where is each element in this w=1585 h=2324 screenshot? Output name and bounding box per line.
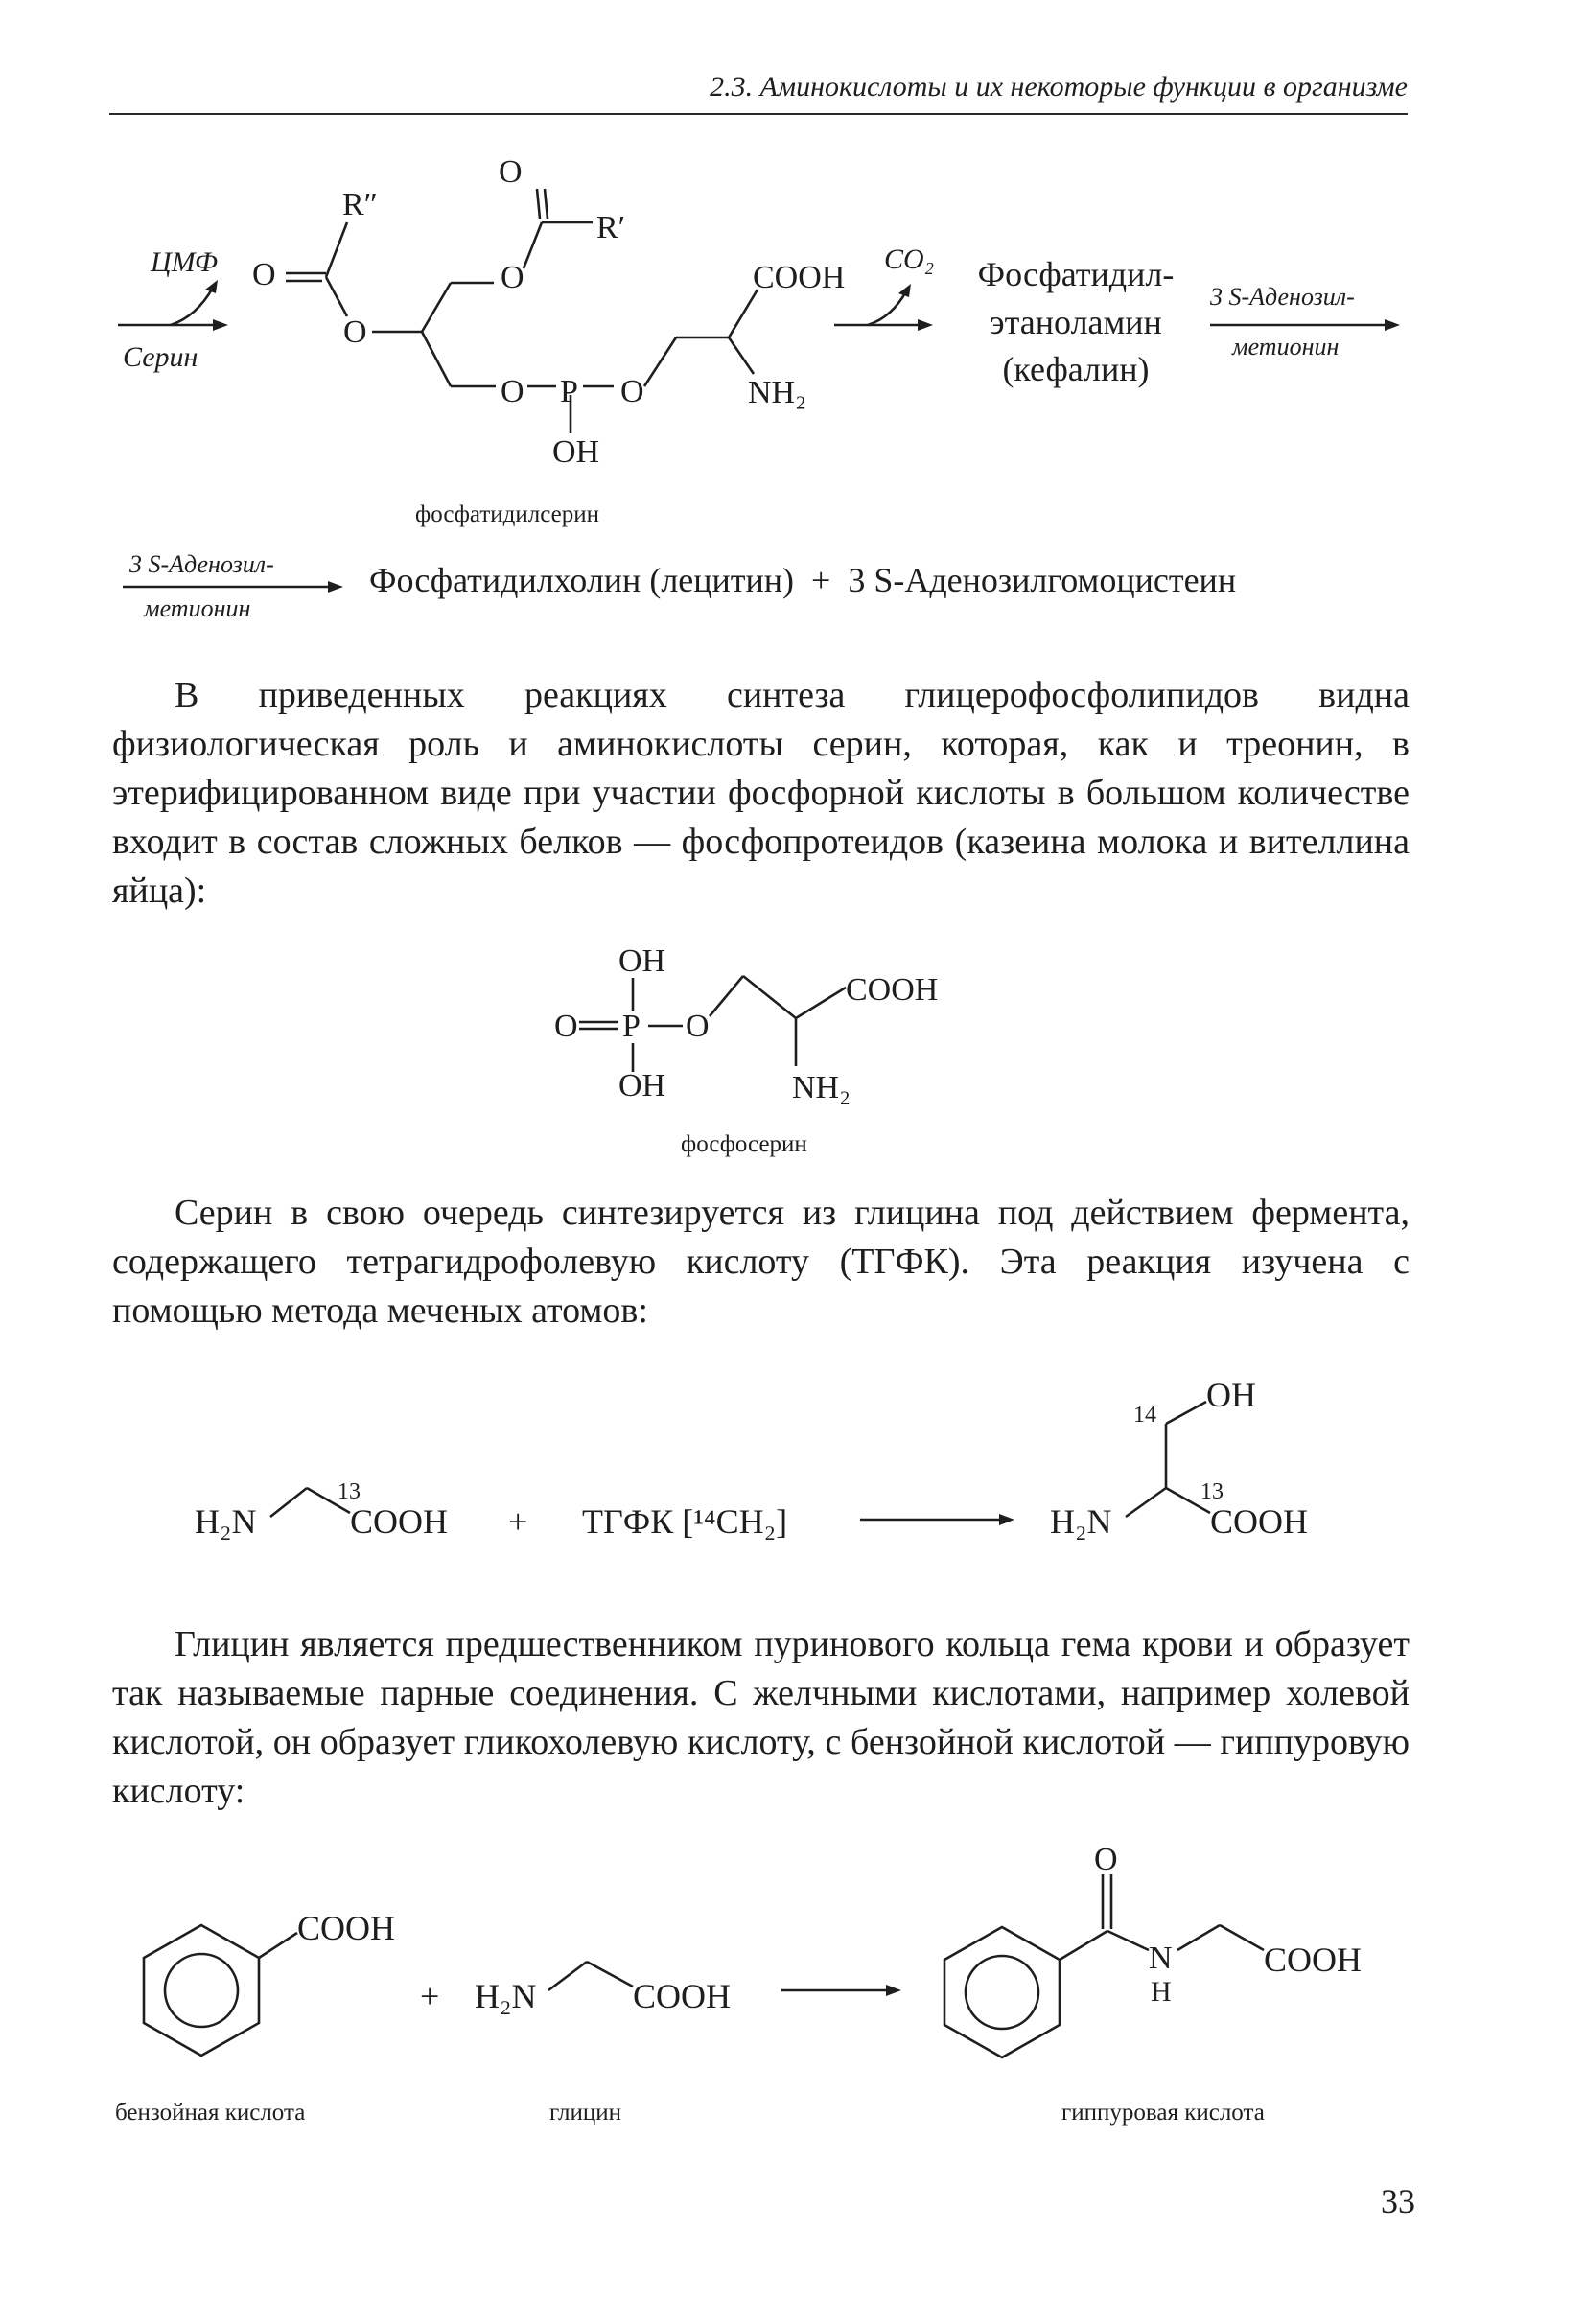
r-prime: R′ xyxy=(596,210,626,245)
phosphoserine-cooh: COOH xyxy=(846,972,939,1008)
hippuric-cooh: COOH xyxy=(1264,1941,1363,1979)
serine-cooh: COOH xyxy=(753,260,846,295)
amide-o: O xyxy=(1094,1842,1118,1877)
plus-sign-1: + xyxy=(508,1502,528,1541)
glycine2-h2n: H₂N xyxy=(475,1977,537,2015)
paragraph-3: Глицин является предшественником пуринового кольца гема крови и образует так называемые парные соединения. С желчными кислотами, например холевой кислотой, он образует гликохолевую кислоту, с бензойной кислотой — гиппуровую кислоту: xyxy=(112,1624,1410,1811)
ester-o-1: O xyxy=(501,260,524,295)
ester-o-2: O xyxy=(343,314,367,350)
plus-sign-2: + xyxy=(420,1977,440,2015)
cmp-label: ЦМФ xyxy=(151,246,219,278)
glycine2-cooh: COOH xyxy=(633,1977,732,2015)
thf-reagent: ТГФК [¹⁴CH₂] xyxy=(582,1502,788,1541)
serine-cooh: COOH xyxy=(1210,1502,1309,1541)
lecithin-equation: Фосфатидилхолин (лецитин) + 3 S-Аденозилгомоцистеин xyxy=(369,561,1237,599)
kephalin-line-2: этаноламин xyxy=(990,303,1162,341)
glycine-cooh: COOH xyxy=(350,1502,449,1541)
r-double-prime: R″ xyxy=(342,187,378,222)
serine-h2n: H₂N xyxy=(1050,1502,1112,1541)
phosphatidylserine-caption: фосфатидилсерин xyxy=(415,501,600,527)
phosphate-o-2: O xyxy=(620,374,644,409)
phosphoserine-caption: фосфосерин xyxy=(681,1131,807,1157)
paragraph-2: Серин в свою очередь синтезируется из глицина под действием фермента, содержащего тетрагидрофолевую кислоту (ТГФК). Эта реакция изучена с помощью метода меченых атомов: xyxy=(112,1193,1410,1331)
header-title: 2.3. Аминокислоты и их некоторые функции в организме xyxy=(710,71,1408,103)
phosphate-oh: OH xyxy=(552,434,600,470)
benzoic-cooh: COOH xyxy=(297,1909,396,1947)
kephalin-line-1: Фосфатидил- xyxy=(977,255,1175,293)
carbonyl-o-left: O xyxy=(252,257,276,292)
phosphorus: P xyxy=(560,374,578,409)
phosphoserine-oh-top: OH xyxy=(618,943,666,979)
kephalin-line-3: (кефалин) xyxy=(1002,350,1150,388)
caption-glycine: глицин xyxy=(549,2100,621,2126)
phosphoserine-o-ester: O xyxy=(686,1009,710,1044)
page-number: 33 xyxy=(1381,2182,1415,2220)
phosphoserine-o-double: O xyxy=(554,1009,578,1044)
glycine-label-13: 13 xyxy=(338,1479,361,1504)
sam-label-top: 3 S-Аденозил- xyxy=(1210,283,1355,311)
benzene-ring-hippuric xyxy=(944,1927,1060,2057)
amide-h: H xyxy=(1151,1976,1172,2008)
phosphate-o-1: O xyxy=(501,374,524,409)
phosphoserine-p: P xyxy=(622,1009,641,1044)
carbonyl-o-top: O xyxy=(499,154,523,190)
sam-label-bottom: метионин xyxy=(1232,333,1340,360)
caption-hippuric: гиппуровая кислота xyxy=(1061,2100,1265,2126)
phosphoserine-nh2: NH₂ xyxy=(792,1070,851,1105)
sam2-label-bottom: метионин xyxy=(144,594,251,622)
phosphoserine-oh-bottom: OH xyxy=(618,1068,666,1104)
serine-oh: OH xyxy=(1206,1376,1256,1414)
caption-benzoic: бензойная кислота xyxy=(115,2100,306,2126)
co2-label: CO₂ xyxy=(884,244,935,275)
serine-label: Серин xyxy=(123,341,198,373)
serine-label-14: 14 xyxy=(1133,1403,1156,1428)
paragraph-1: В приведенных реакциях синтеза глицерофосфолипидов видна физиологическая роль и аминокислоты серин, которая, как и треонин, в этерифицированном виде при участии фосфорной кислоты в большом количестве входит в состав сложных белков — фосфопротеидов (казеина молока и вителлина яйца): xyxy=(112,675,1410,911)
serine-label-13: 13 xyxy=(1200,1479,1224,1504)
amide-n: N xyxy=(1149,1941,1173,1976)
glycine-h2n: H₂N xyxy=(195,1502,257,1541)
sam2-label-top: 3 S-Аденозил- xyxy=(129,550,274,578)
benzene-ring-benzoic xyxy=(144,1925,259,2056)
serine-nh2: NH₂ xyxy=(748,375,806,410)
